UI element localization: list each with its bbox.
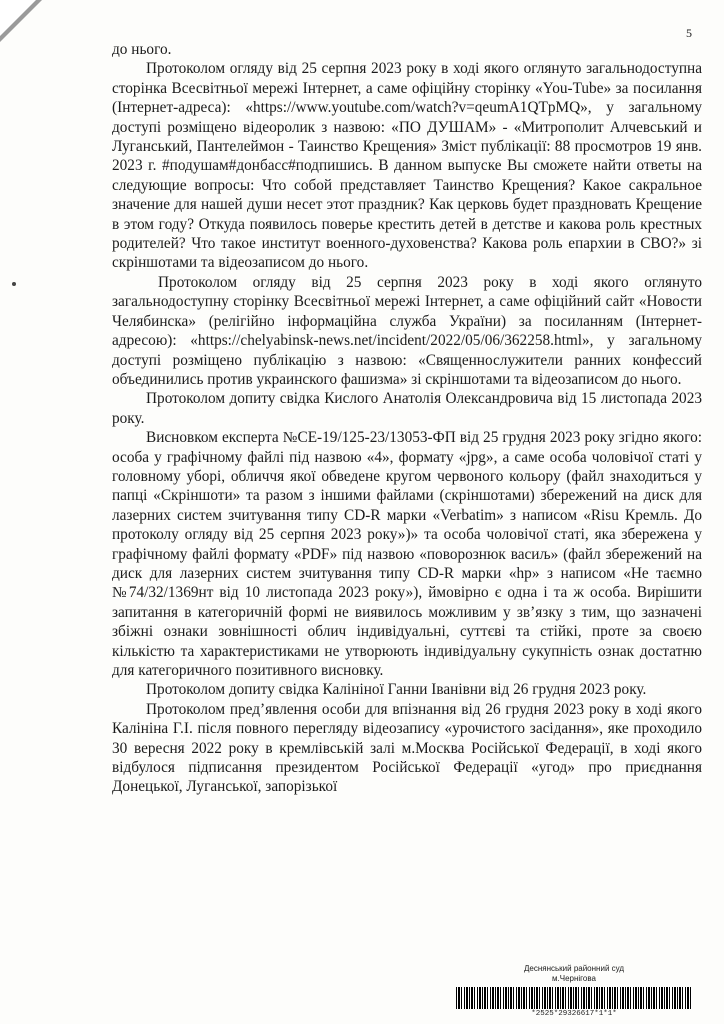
court-city: м.Чернігова: [552, 974, 596, 983]
folded-corner-inner: [0, 0, 36, 36]
court-stamp: [452, 964, 696, 1019]
page-number: 5: [686, 26, 692, 40]
paragraph-youtube-protocol: Протоколом огляду від 25 серпня 2023 року в ході якого оглянуто загальнодоступна сторінка Всесвітньої мережі Інтернет, а саме офіційну сторінку «You-Tube» за посилання (Інтернет-адреса): «https://www.youtube.com/watch?v=qeumA1QTpMQ», у загальному доступі розміщено відеоролик з назвою: «ПО ДУШАМ» - «Митрополит Алчевський и Луганський, Пантелеймон - Таинство Крещения» Зміст публікації: 88 просмотров 19 янв. 2023 г. #подушам#донбасс#подпишись. В данном выпуске Вы сможете найти ответы на следующие вопросы: Что собой представляет Таинство Крещения? Какое сакральное значение для нашей души несет этот праздник? Как церковь будет праздновать Крещение в этом году? Откуда появилось поверье крестить детей в детстве и какова роль крестных родителей? Что такое институт военного-духовенства? Какова роль епархии в СВО?» зі скріншотами та відеозаписом до нього.: [112, 60, 702, 272]
paragraph-chelyabinsk-protocol: Протоколом огляду від 25 серпня 2023 року в ході якого оглянуто загальнодоступну сторінку Всесвітньої мережі Інтернет, а саме офіційний сайт «Новости Челябинска» (релігійно інформаційна служба України) за посиланням (Інтернет-адресою): «https://chelyabinsk-news.net/incident/2022/05/06/362258.html», у загальному доступі розміщено публікацію з назвою: «Священнослужители ранних конфессий объединились против украинского фашизма» зі скріншотами та відеозаписом до нього.: [112, 273, 702, 388]
paragraph-witness-kyslyi: Протоколом допиту свідка Кислого Анатолія Олександровича від 15 листопада 2023 року.: [112, 390, 702, 427]
document-body: [112, 40, 702, 797]
barcode: [456, 987, 692, 1009]
paragraph-continuation: до нього.: [112, 41, 172, 58]
court-name: Деснянський районний суд: [523, 964, 625, 973]
paragraph-identification-protocol: Протоколом предʼявлення особи для впізнання від 26 грудня 2023 року в ході якого Калініна Г.І. після повного перегляду відеозапису «урочистого засідання», яке проходило 30 вересня 2022 року в кремлівській залі м.Москва Російської Федерації, в ході якого відбулося підписання президентом Російської Федерації «угод» про приєднання Донецької, Луганської, запорізької: [112, 700, 702, 796]
barcode-text: *2525*29326617*1*1*: [531, 1010, 617, 1018]
scan-mark: [12, 282, 16, 286]
paragraph-witness-kalinina: Протоколом допиту свідка Калініної Ганни Іванівни від 26 грудня 2023 року.: [146, 681, 647, 699]
paragraph-expert-conclusion: Висновком експерта №СЕ-19/125-23/13053-ФП від 25 грудня 2023 року згідно якого: особа у графічному файлі під назвою «4», формату «jpg», а саме особа чоловічої статі у головному уборі, обличчя якої обведене кругом червоного кольору (файл знаходиться у папці «Скріншоти» та разом з іншими файлами (скріншотами) збережений на диск для лазерних систем зчитування типу CD-R марки «Verbatim» з написом «Risu Кремль. До протоколу огляду від 25 серпня 2023 року»)» та особа чоловічої статі, яка збережена у графічному файлі формату «PDF» під назвою «поворознюк васиљ» (файл збережений на диск для лазерних систем зчитування типу CD-R марки «hp» з написом «Не таємно №74/32/1369нт від 10 листопада 2023 року»), ймовірно є одна і та ж особа. Вирішити запитання в категоричній формі не виявилось можливим у звʼязку з тим, що зазначені збіжні ознаки зовнішності облич індивідуальні, суттєві та стійкі, проте за своєю кількістю та характеристиками не утворюють індивідуальну сукупність ознак достатню для категоричного позитивного висновку.: [112, 429, 702, 679]
